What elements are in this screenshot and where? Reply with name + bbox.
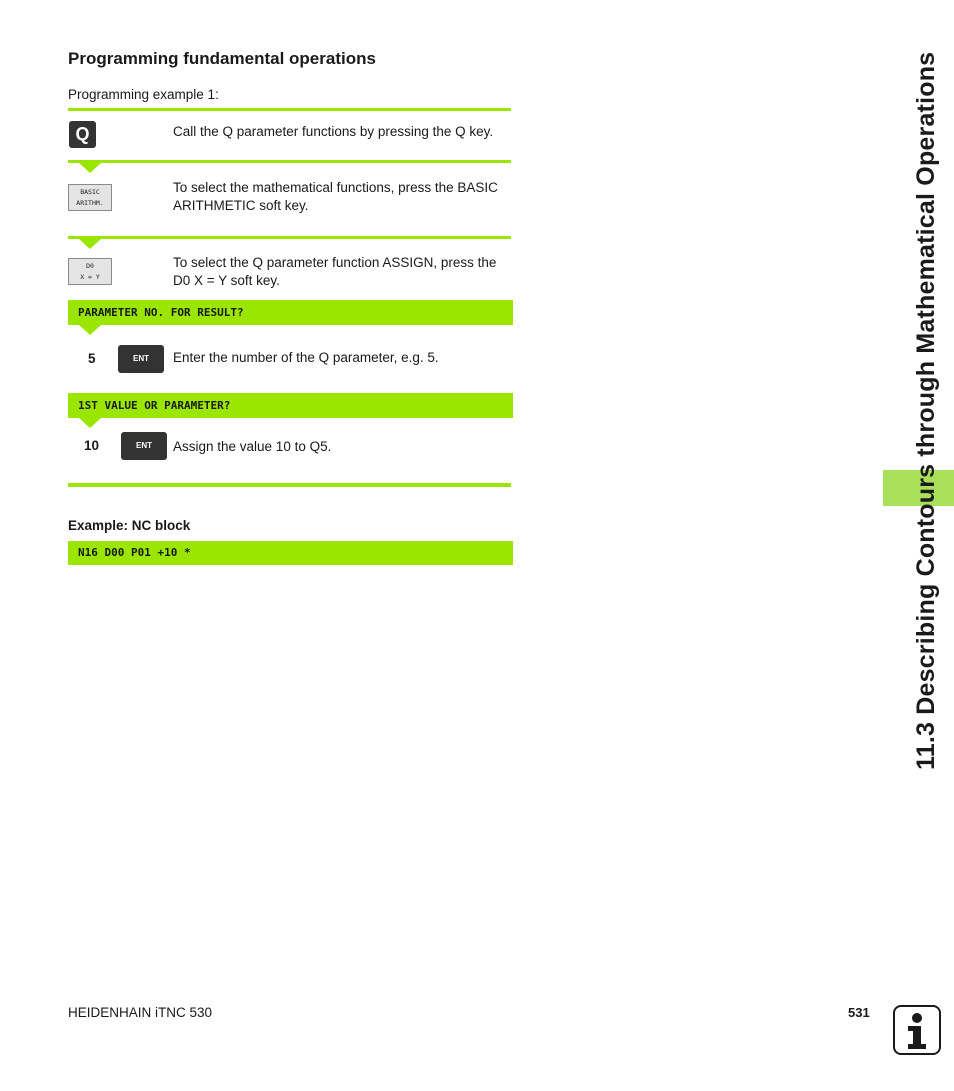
info-icon bbox=[893, 1005, 941, 1055]
intro-text: Programming example 1: bbox=[68, 87, 219, 102]
divider bbox=[68, 236, 511, 239]
softkey-line: D0 bbox=[86, 261, 94, 270]
q-key[interactable]: Q bbox=[69, 121, 96, 148]
softkey-line: X = Y bbox=[80, 272, 100, 281]
softkey-line: BASIC bbox=[80, 187, 100, 196]
basic-arithm-softkey[interactable] bbox=[68, 184, 112, 211]
info-glyph bbox=[895, 1007, 939, 1053]
divider bbox=[68, 160, 511, 163]
dialog-prompt: PARAMETER NO. FOR RESULT? bbox=[68, 300, 513, 325]
example-title: Example: NC block bbox=[68, 518, 191, 533]
divider bbox=[68, 483, 511, 487]
step-3-text: To select the Q parameter function ASSIGN, press the D0 X = Y soft key. bbox=[173, 255, 497, 288]
footer-product: HEIDENHAIN iTNC 530 bbox=[68, 1005, 213, 1020]
page-number: 531 bbox=[848, 1005, 870, 1020]
prompt-2-text: Assign the value 10 to Q5. bbox=[173, 439, 332, 454]
down-arrow-icon bbox=[79, 418, 101, 428]
chapter-title: 11.3 Describing Contours through Mathematical Operations bbox=[912, 51, 940, 770]
step-1-text: Call the Q parameter functions by pressing the Q key. bbox=[173, 124, 494, 139]
d0-assign-softkey[interactable] bbox=[68, 258, 112, 285]
softkey-line: ARITHM. bbox=[76, 198, 104, 207]
step-2-text: To select the mathematical functions, press the BASIC ARITHMETIC soft key. bbox=[173, 180, 498, 213]
nc-block-code: N16 D00 P01 +10 * bbox=[68, 541, 513, 565]
input-value: 5 bbox=[88, 351, 96, 366]
dialog-prompt: 1ST VALUE OR PARAMETER? bbox=[68, 393, 513, 418]
prompt-1-text: Enter the number of the Q parameter, e.g. 5. bbox=[173, 350, 439, 365]
section-heading: Programming fundamental operations bbox=[68, 49, 376, 68]
down-arrow-icon bbox=[79, 239, 101, 249]
ent-key[interactable]: ENT bbox=[118, 345, 164, 373]
ent-key[interactable]: ENT bbox=[121, 432, 167, 460]
input-value: 10 bbox=[84, 438, 100, 453]
down-arrow-icon bbox=[79, 163, 101, 173]
divider bbox=[68, 108, 511, 111]
down-arrow-icon bbox=[79, 325, 101, 335]
